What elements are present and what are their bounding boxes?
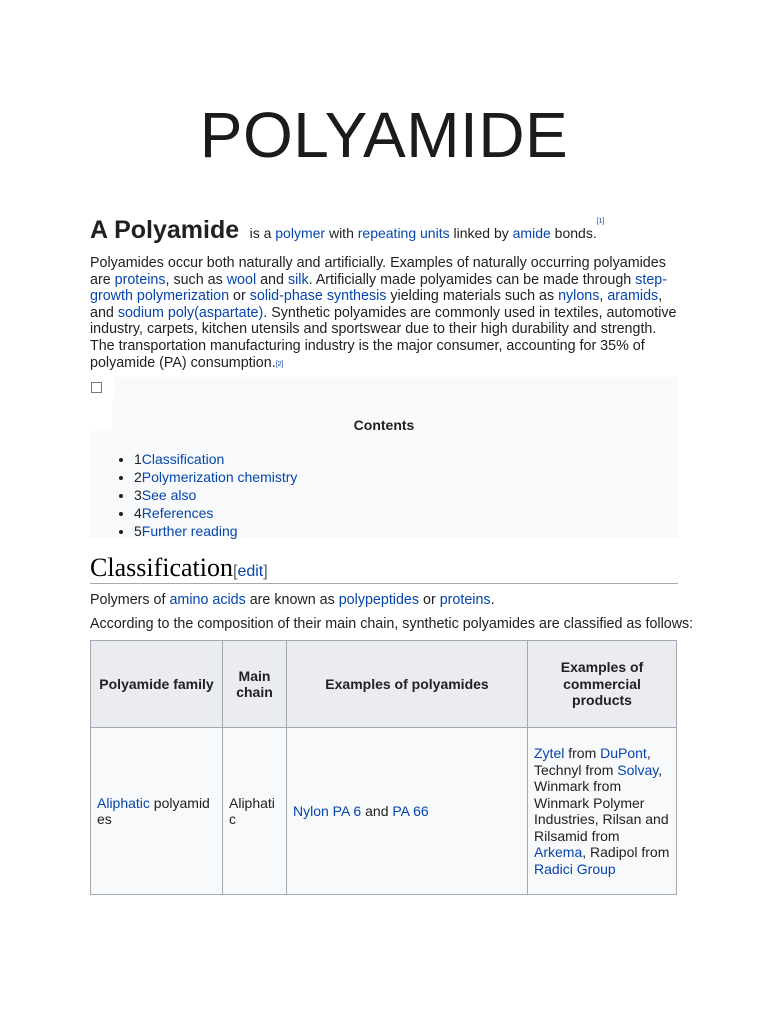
link-amide[interactable]: amide [512, 225, 551, 241]
toc-link-further-reading[interactable]: Further reading [141, 523, 238, 539]
section-heading-classification [90, 554, 678, 584]
toc-item [134, 522, 297, 540]
paragraph-classification: According to the composition of their main chain, synthetic polyamides are classified as follows: [90, 616, 694, 632]
para-text: , [599, 288, 608, 305]
toc-number: 3 [134, 487, 142, 503]
classification-table [90, 640, 677, 895]
intro-paragraph [90, 255, 680, 371]
cell-commercial: Zytel from DuPont, Technyl from Solvay, Winmark from Winmark Polymer Industries, Rilsan and Rilsamid from Arkema, Radipol from Radici Group [528, 728, 677, 895]
link-polymer[interactable]: polymer [275, 225, 326, 241]
link-solvay[interactable]: Solvay [617, 761, 659, 778]
edit-link[interactable]: edit [237, 563, 264, 580]
lead-text: is a [249, 225, 272, 241]
ref-2-link[interactable]: [2] [275, 360, 284, 368]
para-text: , such as [165, 271, 227, 288]
link-zytel[interactable]: Zytel [534, 745, 565, 761]
toc-link-see-also[interactable]: See also [141, 487, 197, 503]
toc-link-references[interactable]: References [141, 505, 214, 521]
cell-examples: Nylon PA 6 and PA 66 [287, 728, 528, 895]
para-text: , and [90, 288, 663, 321]
lead-text: with [328, 225, 354, 241]
edit-section: [edit] [232, 563, 268, 580]
toc-number: 5 [134, 523, 142, 539]
cell-main-chain: Aliphatic [223, 728, 287, 895]
link-sodium-polyaspartate[interactable]: sodium poly(aspartate) [117, 304, 264, 321]
link-step-growth[interactable]: step-growth polymerization [90, 271, 668, 305]
col-header: Examples of polyamides [287, 641, 528, 728]
link-dupont[interactable]: DuPont [600, 745, 647, 761]
ref-1-link[interactable]: [1] [596, 218, 605, 225]
para-text: and [256, 271, 288, 288]
toc-number: 2 [134, 469, 142, 485]
link-proteins-2[interactable]: proteins [439, 592, 491, 608]
col-header: Examples of commercial products [528, 641, 677, 728]
page-title: POLYAMIDE [199, 99, 569, 171]
para-text: . Synthetic polyamides are commonly used in textiles, automotive industry, carpets, kitchen utensils and sportswear due to their high durability and strength. The transportation manufacturing industry is the major consumer, accounting for 35% of polyamide (PA) consumption. [90, 304, 677, 371]
toc-item [134, 450, 297, 468]
link-wool[interactable]: wool [226, 271, 257, 288]
col-header: Main chain [223, 641, 287, 728]
link-pa66[interactable]: PA 66 [392, 802, 429, 819]
lead-text: bonds. [554, 225, 597, 241]
table-header-row [91, 641, 677, 728]
toc-heading: Contents [353, 417, 415, 433]
cell-family: Aliphatic polyamides [91, 728, 223, 895]
lead-term: A Polyamide [90, 216, 240, 244]
link-nylon-pa6[interactable]: Nylon PA 6 [293, 802, 362, 819]
link-proteins[interactable]: proteins [114, 271, 166, 288]
lead-sentence [90, 216, 680, 245]
link-arkema[interactable]: Arkema [534, 844, 583, 860]
toc-link-polymerization-chemistry[interactable]: Polymerization chemistry [141, 469, 298, 485]
lead-text: linked by [453, 225, 509, 241]
para-text: or [229, 288, 250, 305]
link-repeating-units[interactable]: repeating units [357, 225, 450, 241]
link-nylons[interactable]: nylons [558, 288, 600, 305]
section-title: Classification [90, 553, 233, 582]
paragraph-amino-acids: Polymers of amino acids are known as polypeptides or proteins. [90, 592, 495, 608]
para-text: yielding materials such as [386, 288, 559, 305]
toc-number: 4 [134, 505, 142, 521]
toc-list [114, 450, 297, 540]
link-radici-group[interactable]: Radici Group [534, 860, 616, 877]
link-aramids[interactable]: aramids [607, 288, 659, 305]
para-text: . Artificially made polyamides can be made through [308, 271, 636, 288]
link-amino-acids[interactable]: amino acids [169, 592, 246, 608]
table-row [91, 728, 677, 895]
link-polypeptides[interactable]: polypeptides [338, 592, 420, 608]
toc-item [134, 504, 297, 522]
toc-number: 1 [134, 451, 142, 467]
toc-item [134, 468, 297, 486]
link-silk[interactable]: silk [287, 271, 309, 288]
link-solid-phase[interactable]: solid-phase synthesis [249, 288, 387, 305]
toc-item [134, 486, 297, 504]
col-header: Polyamide family [91, 641, 223, 728]
para-text: Polyamides occur both naturally and artificially. Examples of naturally occurring polyamides are [90, 255, 666, 288]
checkbox-icon[interactable] [90, 377, 115, 399]
table-of-contents [90, 377, 678, 538]
toc-link-classification[interactable]: Classification [141, 451, 225, 467]
link-aliphatic[interactable]: Aliphatic [97, 794, 150, 811]
